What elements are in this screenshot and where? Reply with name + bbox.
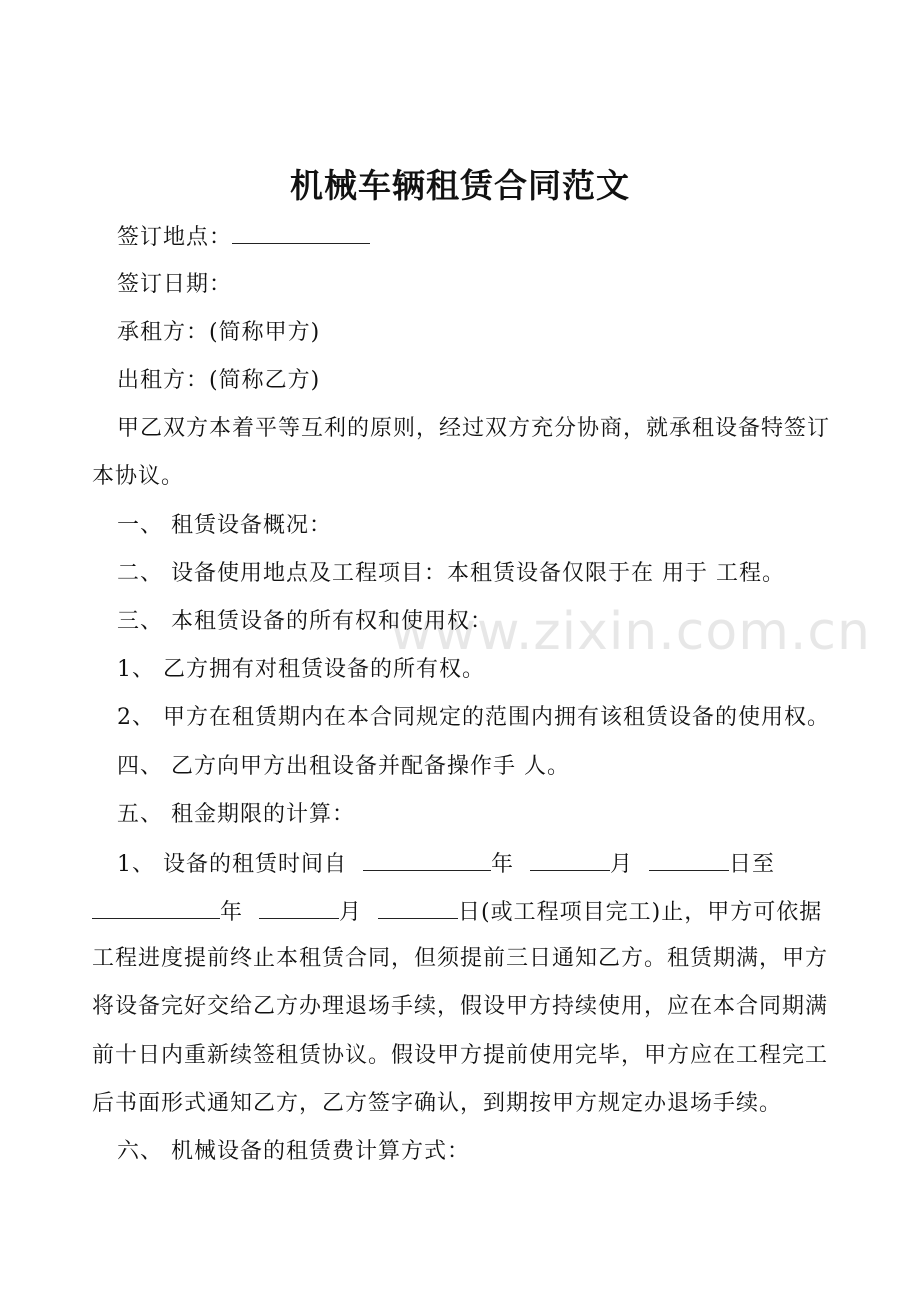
start-year-blank: [363, 848, 491, 871]
end-day-blank: [378, 896, 458, 919]
start-month-blank: [530, 848, 610, 871]
section-2-heading: 二、 设备使用地点及工程项目：本租赁设备仅限于在 用于 工程。: [117, 561, 785, 586]
section-6-heading: 六、 机械设备的租赁费计算方式：: [117, 1139, 470, 1164]
section-5-item-1-line-5: 前十日内重新续签租赁协议。假设甲方提前使用完毕，甲方应在工程完工: [92, 1043, 829, 1068]
section-4-heading: 四、 乙方向甲方出租设备并配备操作手 人。: [117, 754, 570, 779]
section-3-heading: 三、 本租赁设备的所有权和使用权：: [117, 609, 493, 634]
section-1-heading: 一、 租赁设备概况：: [117, 513, 332, 538]
end-month-label: 月: [339, 900, 363, 925]
intro-paragraph-line-1: 甲乙双方本着平等互利的原则，经过双方充分协商，就承租设备特签订: [117, 416, 831, 441]
rental-period-from-label: 1、 设备的租赁时间自: [117, 852, 347, 877]
lessor-line: 出租方：(简称乙方): [117, 368, 321, 393]
section-5-item-1-line-2: [92, 896, 822, 928]
start-month-label: 月: [610, 852, 634, 877]
end-month-blank: [259, 896, 339, 919]
lessee-line: 承租方：(简称甲方): [117, 320, 321, 345]
signing-place-label: 签订地点：: [117, 225, 233, 250]
section-5-item-1-line-6: 后书面形式通知乙方，乙方签字确认，到期按甲方规定办退场手续。: [92, 1091, 783, 1116]
start-year-label: 年: [491, 852, 515, 877]
document-title: 机械车辆租赁合同范文: [290, 166, 630, 205]
end-day-text: 日(或工程项目完工)止，甲方可依据: [458, 900, 823, 925]
watermark: www.zixin.com.cn: [390, 602, 871, 662]
start-day-blank: [649, 848, 729, 871]
section-5-item-1-line-3: 工程进度提前终止本租赁合同，但须提前三日通知乙方。租赁期满，甲方: [92, 946, 829, 971]
intro-paragraph-line-2: 本协议。: [92, 464, 185, 489]
section-3-item-1: 1、 乙方拥有对租赁设备的所有权。: [117, 657, 485, 682]
signing-place-line: [117, 221, 370, 253]
section-5-item-1-line-1: [117, 848, 775, 880]
signing-place-blank: [232, 221, 370, 244]
section-5-item-1-line-4: 将设备完好交给乙方办理退场手续，假设甲方持续使用，应在本合同期满: [92, 994, 829, 1019]
end-year-blank: [92, 896, 220, 919]
section-3-item-2: 2、 甲方在租赁期内在本合同规定的范围内拥有该租赁设备的使用权。: [117, 705, 830, 730]
section-5-heading: 五、 租金期限的计算：: [117, 802, 355, 827]
start-day-to-label: 日至: [729, 852, 776, 877]
signing-date-label: 签订日期：: [117, 272, 233, 297]
end-year-label: 年: [220, 900, 244, 925]
